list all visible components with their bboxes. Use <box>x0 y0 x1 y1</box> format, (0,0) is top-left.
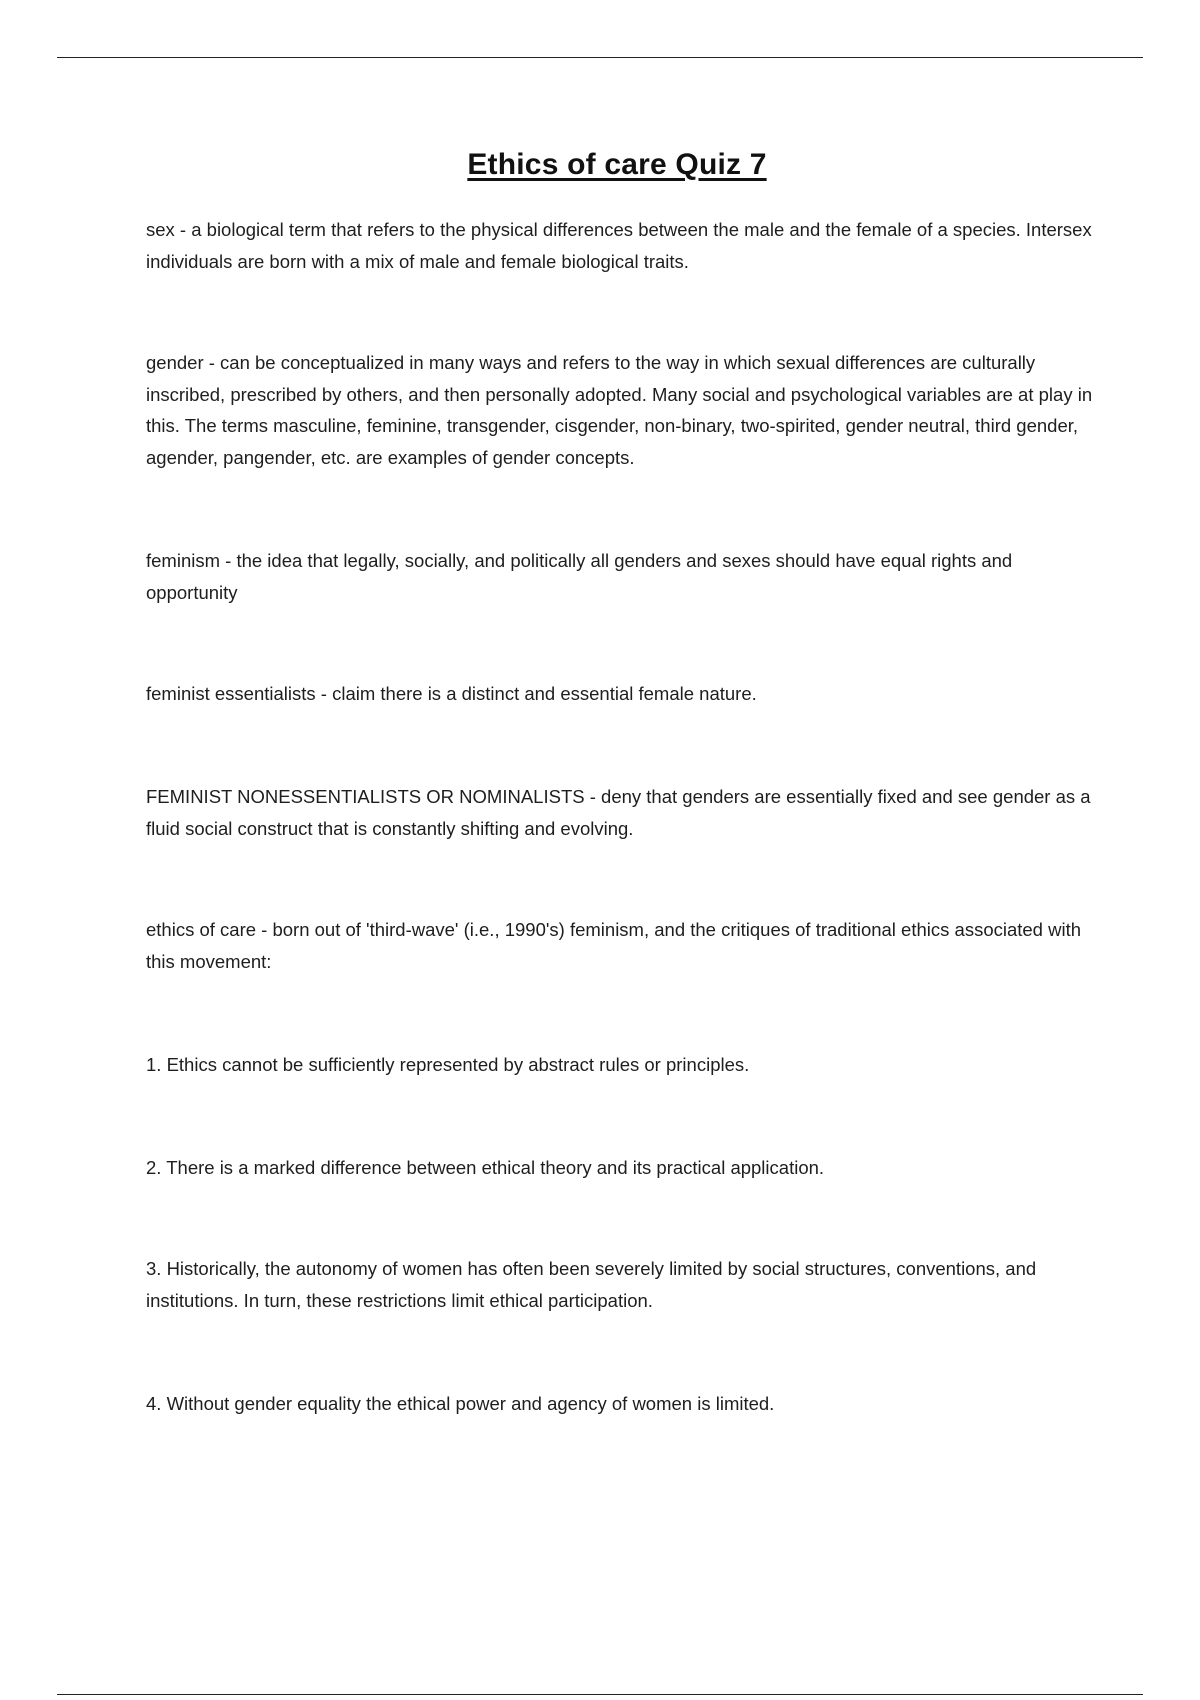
footer-rule <box>57 1694 1143 1695</box>
critique-item-3: 3. Historically, the autonomy of women has often been severely limited by social structures, conventions, and institutions. In turn, these restrictions limit ethical participation. <box>146 1258 1037 1311</box>
critique-item-1: 1. Ethics cannot be sufficiently represented by abstract rules or principles. <box>146 1054 750 1075</box>
definition-ethics-of-care: ethics of care - born out of 'third-wave' (i.e., 1990's) feminism, and the critiques of traditional ethics associated with this movement: <box>146 919 1082 972</box>
critique-item-4: 4. Without gender equality the ethical power and agency of women is limited. <box>146 1393 775 1414</box>
document-title: Ethics of care Quiz 7 <box>467 148 767 181</box>
definition-feminist-nonessentialists: FEMINIST NONESSENTIALISTS OR NOMINALISTS - deny that genders are essentially fixed and see gender as a fluid social construct that is constantly shifting and evolving. <box>146 786 1091 839</box>
definition-sex: sex - a biological term that refers to the physical differences between the male and the female of a species. Intersex individuals are born with a mix of male and female biological traits. <box>146 219 1092 272</box>
definition-feminism: feminism - the idea that legally, socially, and politically all genders and sexes should have equal rights and opportunity <box>146 550 1013 603</box>
definition-feminist-essentialists: feminist essentialists - claim there is a distinct and essential female nature. <box>146 683 757 704</box>
header-rule <box>57 57 1143 58</box>
critique-item-2: 2. There is a marked difference between ethical theory and its practical application. <box>146 1157 825 1178</box>
definition-gender: gender - can be conceptualized in many ways and refers to the way in which sexual differences are culturally inscribed, prescribed by others, and then personally adopted. Many social and psychological variables are at play in this. The terms masculine, feminine, transgender, cisgender, non-binary, two-spirited, gender neutral, third gender, agender, pangender, etc. are examples of gender concepts. <box>146 352 1093 468</box>
